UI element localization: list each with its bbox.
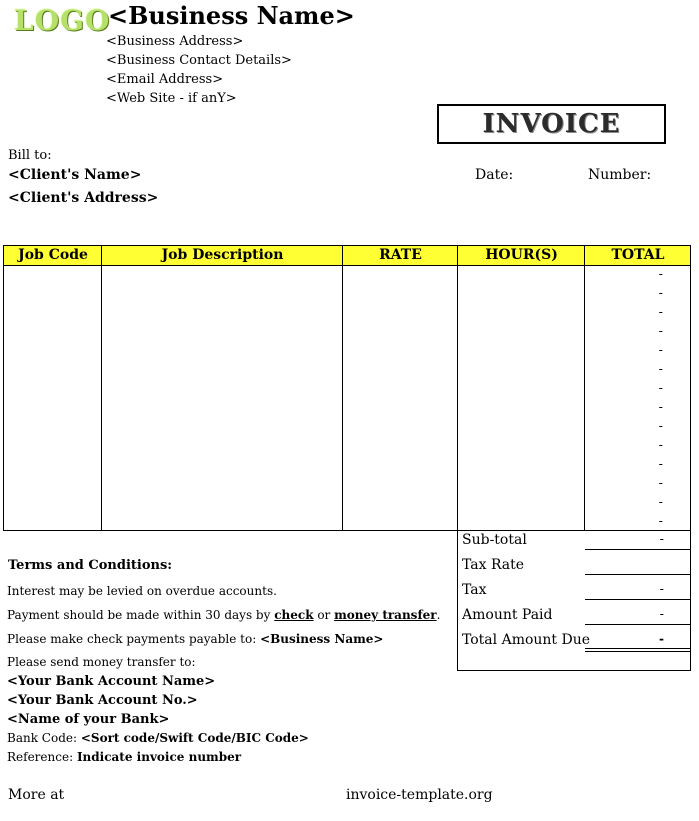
tax-line	[585, 599, 691, 600]
tax-value: -	[659, 582, 664, 596]
col-job-description: Job Description	[161, 247, 284, 263]
client-address: <Client's Address>	[8, 190, 159, 206]
bank-account-no: <Your Bank Account No.>	[7, 693, 198, 708]
business-address: <Business Address>	[106, 34, 244, 49]
tax-rate-line	[585, 574, 691, 575]
total-cell-value: -	[658, 267, 663, 281]
column-divider	[342, 246, 343, 530]
total-cell-value: -	[658, 305, 663, 319]
reference-value: Indicate invoice number	[76, 750, 242, 764]
bank-code-value: <Sort code/Swift Code/BIC Code>	[80, 731, 309, 745]
table-header	[4, 246, 690, 266]
bank-code	[7, 731, 309, 745]
bank-name: <Name of your Bank>	[7, 712, 170, 727]
subtotal-value: -	[659, 532, 664, 546]
total-cell-value: -	[658, 476, 663, 490]
logo: LOGO	[14, 4, 111, 37]
reference	[7, 750, 241, 764]
terms-payment	[7, 608, 440, 622]
total-cell-value: -	[658, 343, 663, 357]
column-divider	[584, 246, 585, 530]
terms-payment-or: or	[313, 608, 335, 622]
tax-rate-value	[585, 557, 691, 575]
total-cell-value: -	[658, 514, 663, 528]
terms-payable-name: <Business Name>	[260, 632, 384, 646]
total-cell-value: -	[658, 495, 663, 509]
business-email: <Email Address>	[106, 72, 224, 87]
terms-payment-check: check	[274, 608, 314, 622]
client-name: <Client's Name>	[8, 167, 142, 183]
terms-payable-prefix: Please make check payments payable to:	[7, 632, 261, 646]
terms-payment-prefix: Payment should be made within 30 days by	[7, 608, 275, 622]
reference-prefix: Reference:	[7, 750, 77, 764]
bank-account-name: <Your Bank Account Name>	[7, 674, 216, 689]
column-divider	[457, 246, 458, 530]
terms-payable	[7, 632, 383, 646]
total-due-value: -	[659, 632, 664, 646]
tax-label: Tax	[462, 582, 487, 598]
total-due-double-line	[585, 651, 691, 652]
col-hours: HOUR(S)	[485, 247, 558, 263]
footer-more-at: More at	[8, 787, 65, 803]
bill-to-label: Bill to:	[8, 148, 52, 163]
footer-site-link[interactable]: invoice-template.org	[346, 787, 493, 803]
total-cell-value: -	[658, 457, 663, 471]
business-name: <Business Name>	[108, 1, 355, 30]
terms-transfer-to: Please send money transfer to:	[7, 655, 196, 669]
subtotal-label: Sub-total	[462, 532, 527, 548]
subtotal-line	[585, 549, 691, 550]
total-due-label: Total Amount Due	[462, 632, 591, 648]
amount-paid-value: -	[659, 607, 664, 621]
total-due-line	[585, 648, 691, 649]
business-website: <Web Site - if anY>	[106, 91, 237, 106]
total-cell-value: -	[658, 324, 663, 338]
business-contact: <Business Contact Details>	[106, 53, 292, 68]
terms-payment-suffix: .	[436, 608, 441, 622]
invoice-title-box	[437, 104, 666, 144]
total-cell-value: -	[658, 362, 663, 376]
number-label: Number:	[588, 167, 652, 183]
date-label: Date:	[475, 167, 514, 183]
terms-payment-transfer: money transfer	[334, 608, 437, 622]
total-cell-value: -	[658, 419, 663, 433]
total-cell-value: -	[658, 286, 663, 300]
col-rate: RATE	[379, 247, 422, 263]
column-divider	[101, 246, 102, 530]
amount-paid-line	[585, 624, 691, 625]
tax-rate-label: Tax Rate	[462, 557, 525, 573]
items-table	[3, 245, 691, 531]
col-total: TOTAL	[611, 247, 665, 263]
total-cell-value: -	[658, 400, 663, 414]
terms-title: Terms and Conditions:	[8, 558, 173, 573]
total-cell-value: -	[658, 438, 663, 452]
total-cell-value: -	[658, 381, 663, 395]
amount-paid-label: Amount Paid	[462, 607, 553, 623]
col-job-code: Job Code	[18, 247, 88, 263]
bank-code-prefix: Bank Code:	[7, 731, 81, 745]
totals-box	[457, 531, 691, 671]
invoice-title: INVOICE	[482, 109, 621, 139]
terms-interest: Interest may be levied on overdue accounts.	[7, 584, 277, 598]
